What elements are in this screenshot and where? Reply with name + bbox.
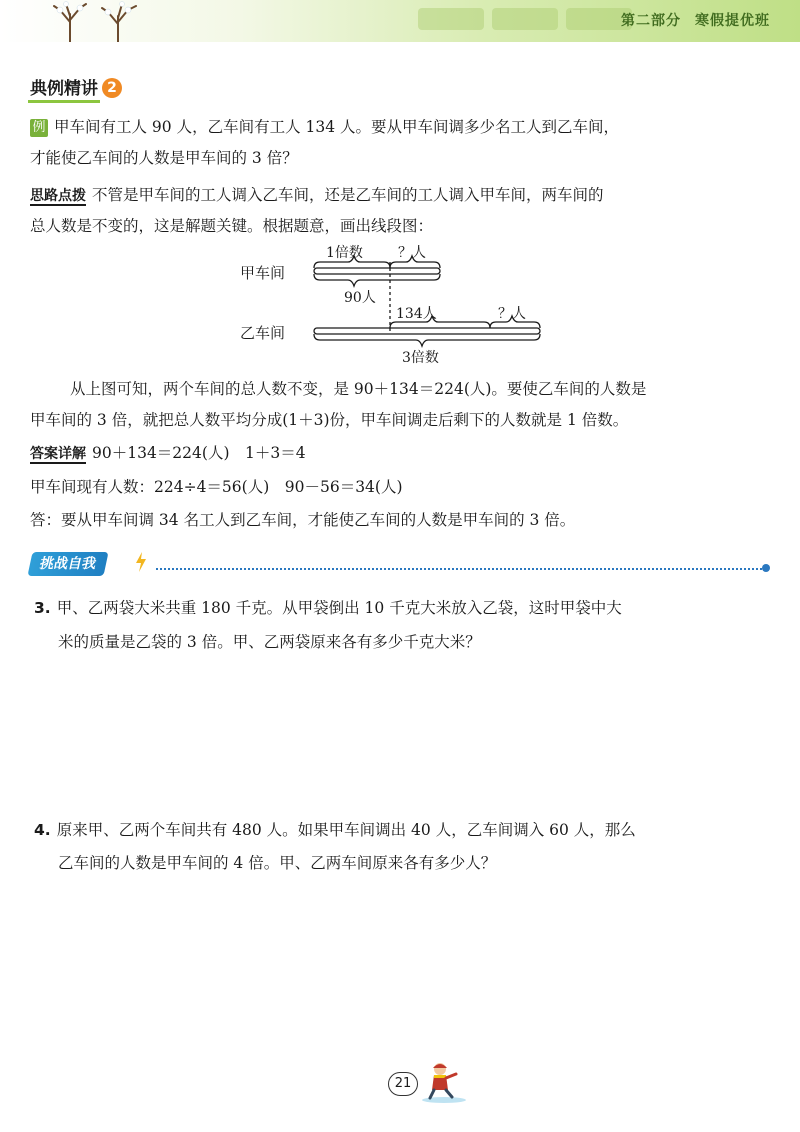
label-three-multiple: 3倍数 bbox=[402, 350, 439, 366]
line-segment-diagram bbox=[240, 240, 560, 368]
brace-three-multiple bbox=[314, 334, 540, 346]
section-number-badge: 2 bbox=[102, 78, 122, 98]
workshop-b-bar bbox=[314, 328, 540, 334]
header-section: 第二部分 bbox=[621, 13, 681, 29]
thinking-line-1 bbox=[30, 183, 604, 205]
answer-line-1 bbox=[30, 441, 306, 463]
answer-line-3: 答：要从甲车间调 34 名工人到乙车间，才能使乙车间的人数是甲车间的 3 倍。 bbox=[30, 511, 576, 529]
challenge-badge: 挑战自我 bbox=[27, 552, 108, 576]
explanation-line-1: 从上图可知，两个车间的总人数不变，是 90＋134＝224(人)。要使乙车间的人数是 bbox=[70, 380, 647, 398]
example-line-1 bbox=[30, 115, 619, 137]
winter-trees-icon bbox=[40, 0, 150, 42]
question-3-line-2: 米的质量是乙袋的 3 倍。甲、乙两袋原来各有多少千克大米？ bbox=[58, 633, 481, 651]
example-line-2: 才能使乙车间的人数是甲车间的 3 倍？ bbox=[30, 149, 298, 167]
label-workshop-a: 甲车间 bbox=[240, 264, 286, 282]
answer-label: 答案详解 bbox=[30, 446, 86, 462]
header-title bbox=[621, 10, 770, 30]
header-tab bbox=[418, 8, 484, 30]
challenge-end-dot bbox=[762, 564, 770, 572]
question-4-text-1: 原来甲、乙两个车间共有 480 人。如果甲车间调出 40 人，乙车间调入 60 人，那么 bbox=[56, 821, 636, 839]
section-title-text: 典例精讲 bbox=[28, 74, 100, 103]
header-course: 寒假提优班 bbox=[695, 13, 770, 29]
answer-text-1: 90＋134＝224(人) 1＋3＝4 bbox=[92, 444, 306, 462]
skating-child-icon bbox=[420, 1060, 470, 1104]
lightning-icon bbox=[134, 552, 148, 572]
label-people-134: 134人 bbox=[396, 306, 437, 322]
question-3-text-1: 甲、乙两袋大米共重 180 千克。从甲袋倒出 10 千克大米放入乙袋，这时甲袋中大 bbox=[56, 599, 622, 617]
question-4-number: 4. bbox=[34, 821, 51, 839]
answer-line-2: 甲车间现有人数：224÷4＝56(人) 90－56＝34(人) bbox=[30, 478, 403, 496]
challenge-dotted-line bbox=[156, 568, 762, 570]
label-people-90: 90人 bbox=[344, 290, 376, 306]
challenge-header bbox=[30, 552, 770, 582]
question-3-number: 3. bbox=[34, 599, 51, 617]
thinking-line-2: 总人数是不变的，这是解题关键。根据题意，画出线段图： bbox=[30, 217, 434, 235]
question-3-line-1 bbox=[34, 596, 622, 618]
page-number: 21 bbox=[388, 1072, 418, 1096]
label-workshop-b: 乙车间 bbox=[240, 324, 286, 342]
header-tab bbox=[492, 8, 558, 30]
page-header bbox=[0, 0, 800, 42]
thinking-text-1: 不管是甲车间的工人调入乙车间，还是乙车间的工人调入甲车间，两车间的 bbox=[92, 186, 604, 204]
section-title bbox=[28, 76, 122, 100]
thinking-label: 思路点拨 bbox=[30, 188, 86, 204]
example-badge: 例 bbox=[30, 119, 48, 137]
workshop-a-bar bbox=[314, 268, 440, 274]
brace-people-90 bbox=[314, 274, 440, 286]
label-unknown-a: ？人 bbox=[398, 245, 426, 261]
question-4-line-1 bbox=[34, 818, 636, 840]
header-tab-strip bbox=[418, 8, 632, 30]
label-unknown-b: ？人 bbox=[498, 306, 526, 322]
example-text-1: 甲车间有工人 90 人，乙车间有工人 134 人。要从甲车间调多少名工人到乙车间， bbox=[54, 118, 620, 136]
question-4-line-2: 乙车间的人数是甲车间的 4 倍。甲、乙两车间原来各有多少人？ bbox=[58, 854, 497, 872]
label-one-multiple: 1倍数 bbox=[326, 245, 363, 261]
explanation-line-2: 甲车间的 3 倍，就把总人数平均分成(1＋3)份，甲车间调走后剩下的人数就是 1 倍数。 bbox=[30, 411, 629, 429]
